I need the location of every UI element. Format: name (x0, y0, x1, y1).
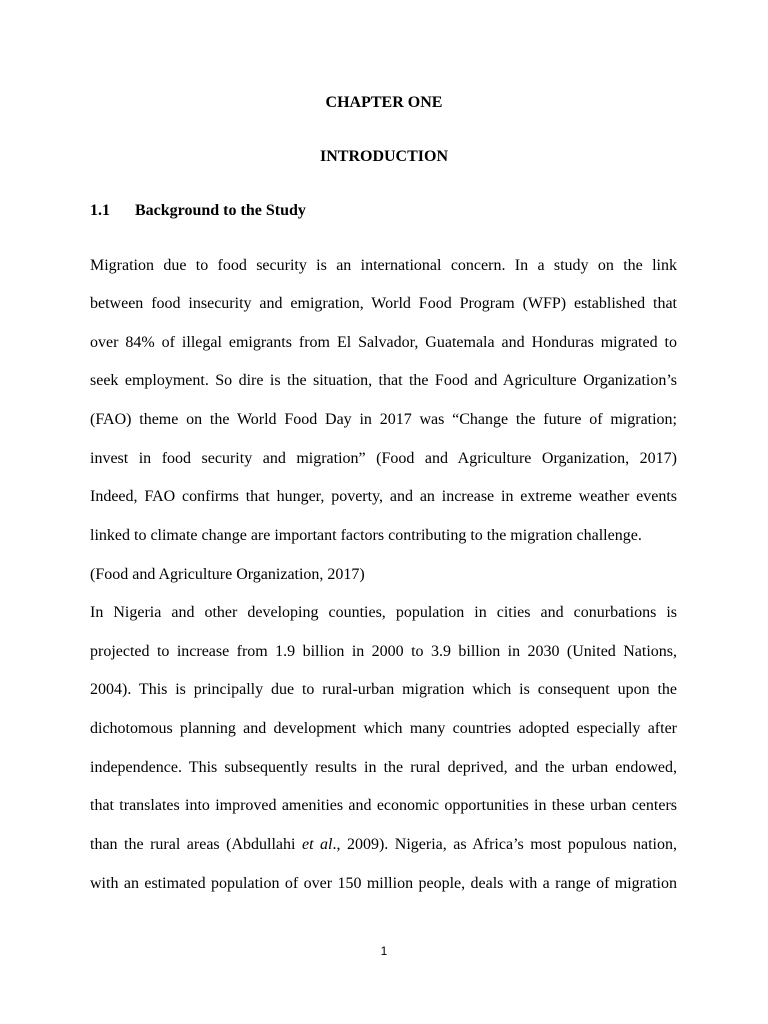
paragraph-line: independence. This subsequently results in the rural deprived, and the urban endowed, (90, 759, 677, 776)
line-text: ., 2009). Nigeria, as Africa’s most populous nation, (332, 836, 678, 853)
paragraph-line: In Nigeria and other developing counties, population in cities and conurbations is (90, 604, 677, 621)
paragraph-line: projected to increase from 1.9 billion in 2000 to 3.9 billion in 2030 (United Nations, (90, 643, 677, 660)
section-number: 1.1 (90, 202, 110, 219)
section-heading (90, 201, 306, 221)
paragraph-line: Migration due to food security is an international concern. In a study on the link (90, 257, 677, 274)
page-number: 1 (380, 944, 388, 958)
paragraph-line: seek employment. So dire is the situation, that the Food and Agriculture Organization’s (90, 372, 677, 389)
paragraph-line: 2004). This is principally due to rural-urban migration which is consequent upon the (90, 681, 677, 698)
paragraph-line: (Food and Agriculture Organization, 2017) (90, 566, 365, 583)
paragraph-line: between food insecurity and emigration, World Food Program (WFP) established that (90, 295, 677, 312)
chapter-subtitle: INTRODUCTION (319, 148, 448, 165)
italic-text: et al (301, 836, 333, 853)
chapter-title: CHAPTER ONE (325, 94, 443, 111)
paragraph-line: invest in food security and migration” (Food and Agriculture Organization, 2017) (90, 450, 677, 467)
paragraph-line: (FAO) theme on the World Food Day in 2017 was “Change the future of migration; (90, 411, 677, 428)
section-title: Background to the Study (135, 202, 306, 219)
paragraph-line: dichotomous planning and development which many countries adopted especially after (90, 720, 677, 737)
paragraph-line: that translates into improved amenities and economic opportunities in these urban centers (90, 797, 677, 814)
line-text: than the rural areas (Abdullahi (90, 836, 302, 853)
paragraph-line (90, 835, 677, 855)
paragraph-line: over 84% of illegal emigrants from El Salvador, Guatemala and Honduras migrated to (90, 334, 677, 351)
paragraph-line: linked to climate change are important factors contributing to the migration challenge. (90, 527, 642, 544)
paragraph-line: Indeed, FAO confirms that hunger, poverty, and an increase in extreme weather events (90, 488, 677, 505)
paragraph-line: with an estimated population of over 150 million people, deals with a range of migration (90, 875, 677, 892)
